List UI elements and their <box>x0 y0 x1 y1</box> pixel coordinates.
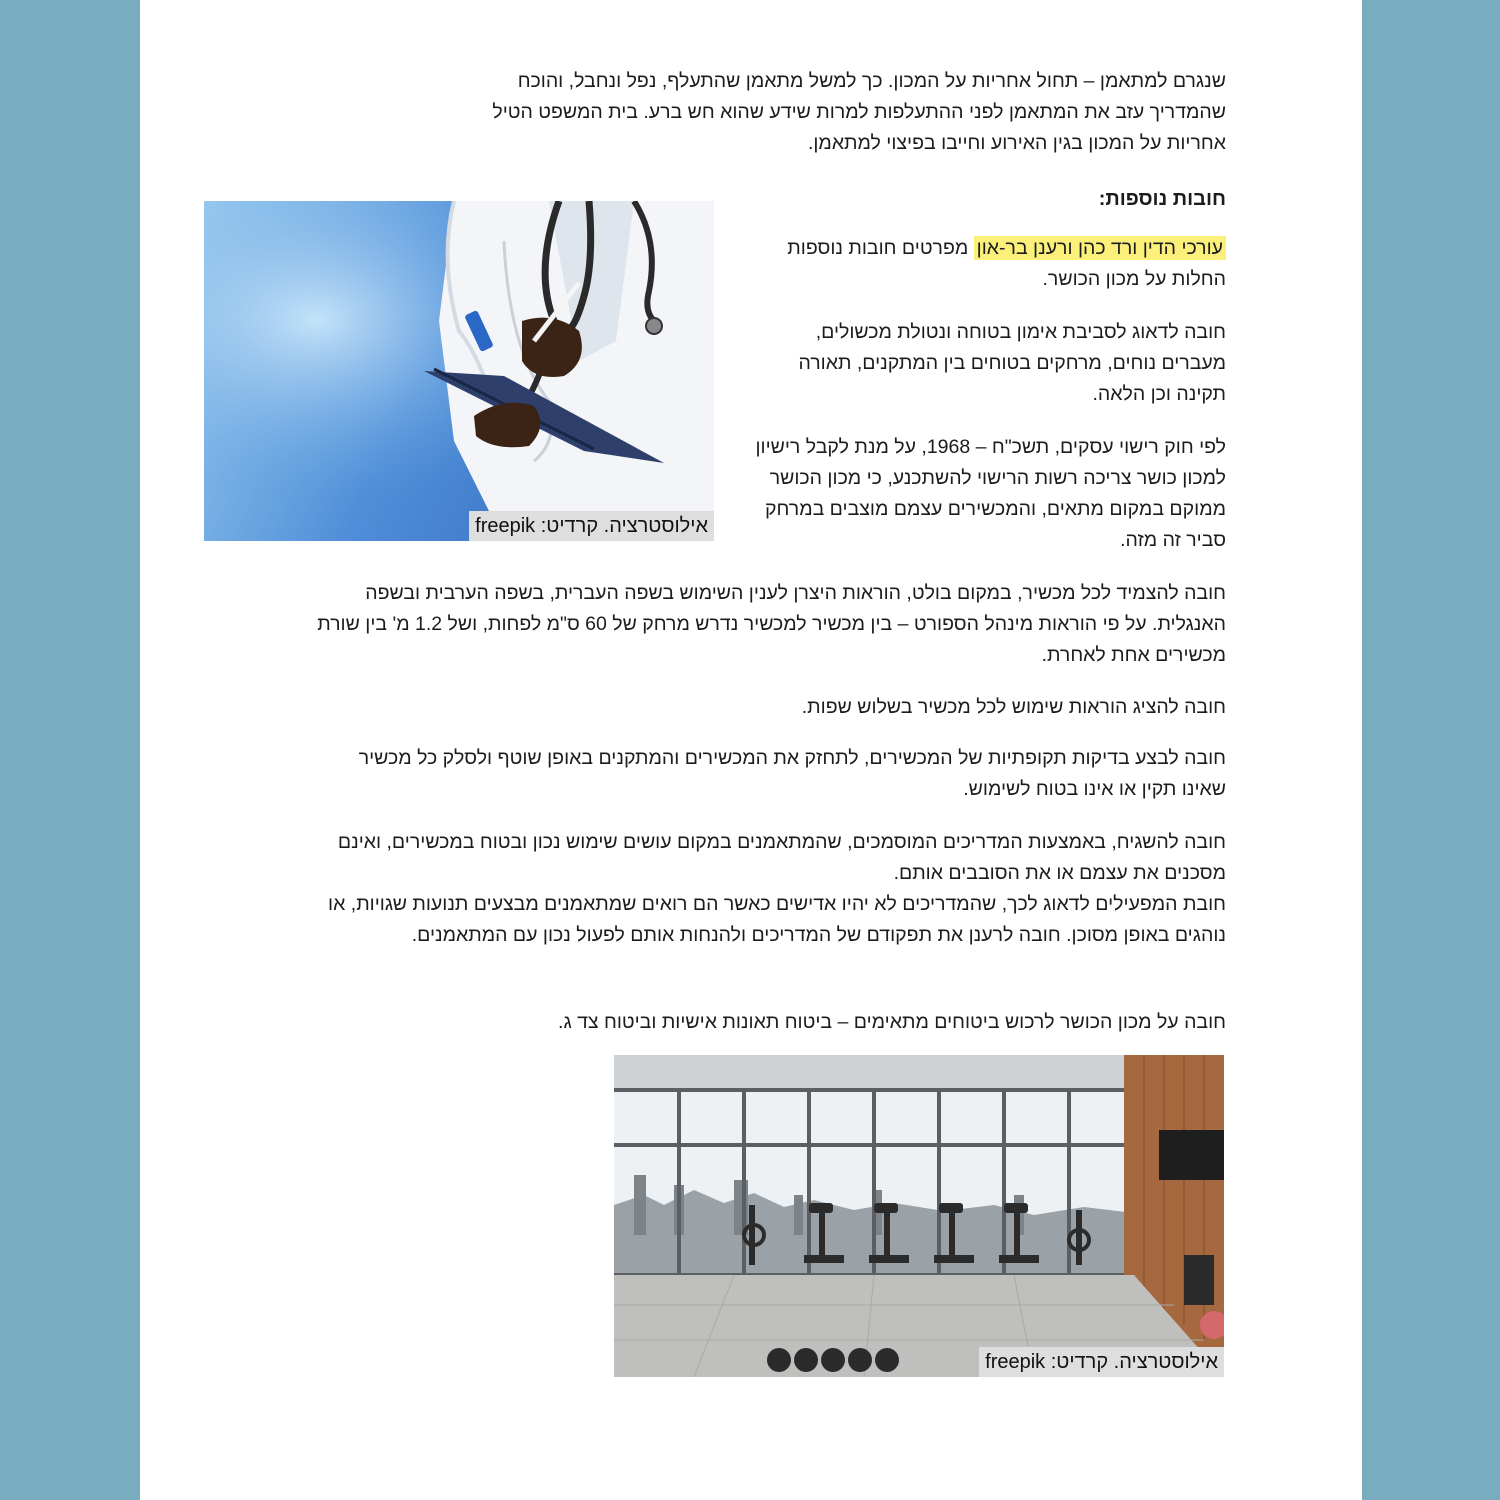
lawyers-paragraph <box>751 233 1226 295</box>
inspections-paragraph: חובה לבצע בדיקות תקופתיות של המכשירים, לתחזק את המכשירים והמתקנים באופן שוטף ולסלק כל מכשיר שאינו תקין או אינו בטוח לשימוש. <box>358 747 1226 800</box>
supervision-paragraph <box>316 827 1226 951</box>
supervision-text-2: חובת המפעילים לדאוג לכך, שהמדריכים לא יהיו אדישים כאשר הם רואים שמתאמנים מבצעים תנועות שגויות, או נוהגים באופן מסוכן. חובה לרענן את תפקודם של המדריכים ולהנחות אותם לפעול נכון עם המתאמנים. <box>328 893 1226 946</box>
section-heading: חובות נוספות: <box>1098 188 1226 210</box>
doctor-illustration <box>204 201 714 541</box>
intro-line-2: שהמדריך עזב את המתאמן לפני ההתעלפות למרות שידע שהוא חש ברע. בית המשפט הטיל <box>492 101 1226 123</box>
doctor-photo-caption <box>469 511 714 541</box>
lawyers-text: מפרטים חובות נוספות החלות על מכון הכושר. <box>787 237 1226 290</box>
document-page <box>140 0 1362 1500</box>
three-languages-paragraph: חובה להציג הוראות שימוש לכל מכשיר בשלוש שפות. <box>801 696 1226 718</box>
lawyers-highlight: עורכי הדין ורד כהן ורענן בר-און <box>974 236 1226 260</box>
intro-line-3: אחריות על המכון בגין האירוע וחייבו בפיצוי למתאמן. <box>807 132 1226 154</box>
gym-caption-credit: freepik <box>985 1351 1046 1373</box>
license-paragraph: לפי חוק רישוי עסקים, תשכ"ח – 1968, על מנת לקבל רישיון למכון כושר צריכה רשות הרישוי להשתכנע, כי מכון הכושר ממוקם במקום מתאים, והמכשירים עצמם מוצבים במרחק סביר זה מזה. <box>755 436 1226 551</box>
intro-paragraph <box>316 66 1226 159</box>
doctor-caption-credit: freepik <box>475 515 536 537</box>
gym-photo-caption <box>979 1347 1224 1377</box>
gym-photo <box>614 1055 1224 1377</box>
gym-caption-prefix: אילוסטרציה. קרדיט: <box>1045 1351 1218 1373</box>
gym-illustration <box>614 1055 1224 1377</box>
attach-instructions-paragraph: חובה להצמיד לכל מכשיר, במקום בולט, הוראות היצרן לענין השימוש בשפה העברית, בשפה הערבית ובשפה האנגלית. על פי הוראות מינהל הספורט – בין מכשיר למכשיר נדרש מרחק של 60 ס"מ לפחות, ושל 1.2 מ' בין שורת מכשירים אחת לאחרת. <box>317 582 1226 666</box>
doctor-photo <box>204 201 714 541</box>
safe-environment-paragraph: חובה לדאוג לסביבת אימון בטוחה ונטולת מכשולים, מעברים נוחים, מרחקים בטוחים בין המתקנים, תאורה תקינה וכן הלאה. <box>798 321 1226 405</box>
intro-line-1: שנגרם למתאמן – תחול אחריות על המכון. כך למשל מתאמן שהתעלף, נפל ונחבל, והוכח <box>517 70 1226 92</box>
doctor-caption-prefix: אילוסטרציה. קרדיט: <box>535 515 708 537</box>
supervision-text-1: חובה להשגיח, באמצעות המדריכים המוסמכים, שהמתאמנים במקום עושים שימוש נכון ובטוח במכשירים, ואינם מסכנים את עצמם או את הסובבים אותם. <box>337 831 1226 884</box>
insurance-paragraph: חובה על מכון הכושר לרכוש ביטוחים מתאימים – ביטוח תאונות אישיות וביטוח צד ג. <box>558 1011 1226 1033</box>
